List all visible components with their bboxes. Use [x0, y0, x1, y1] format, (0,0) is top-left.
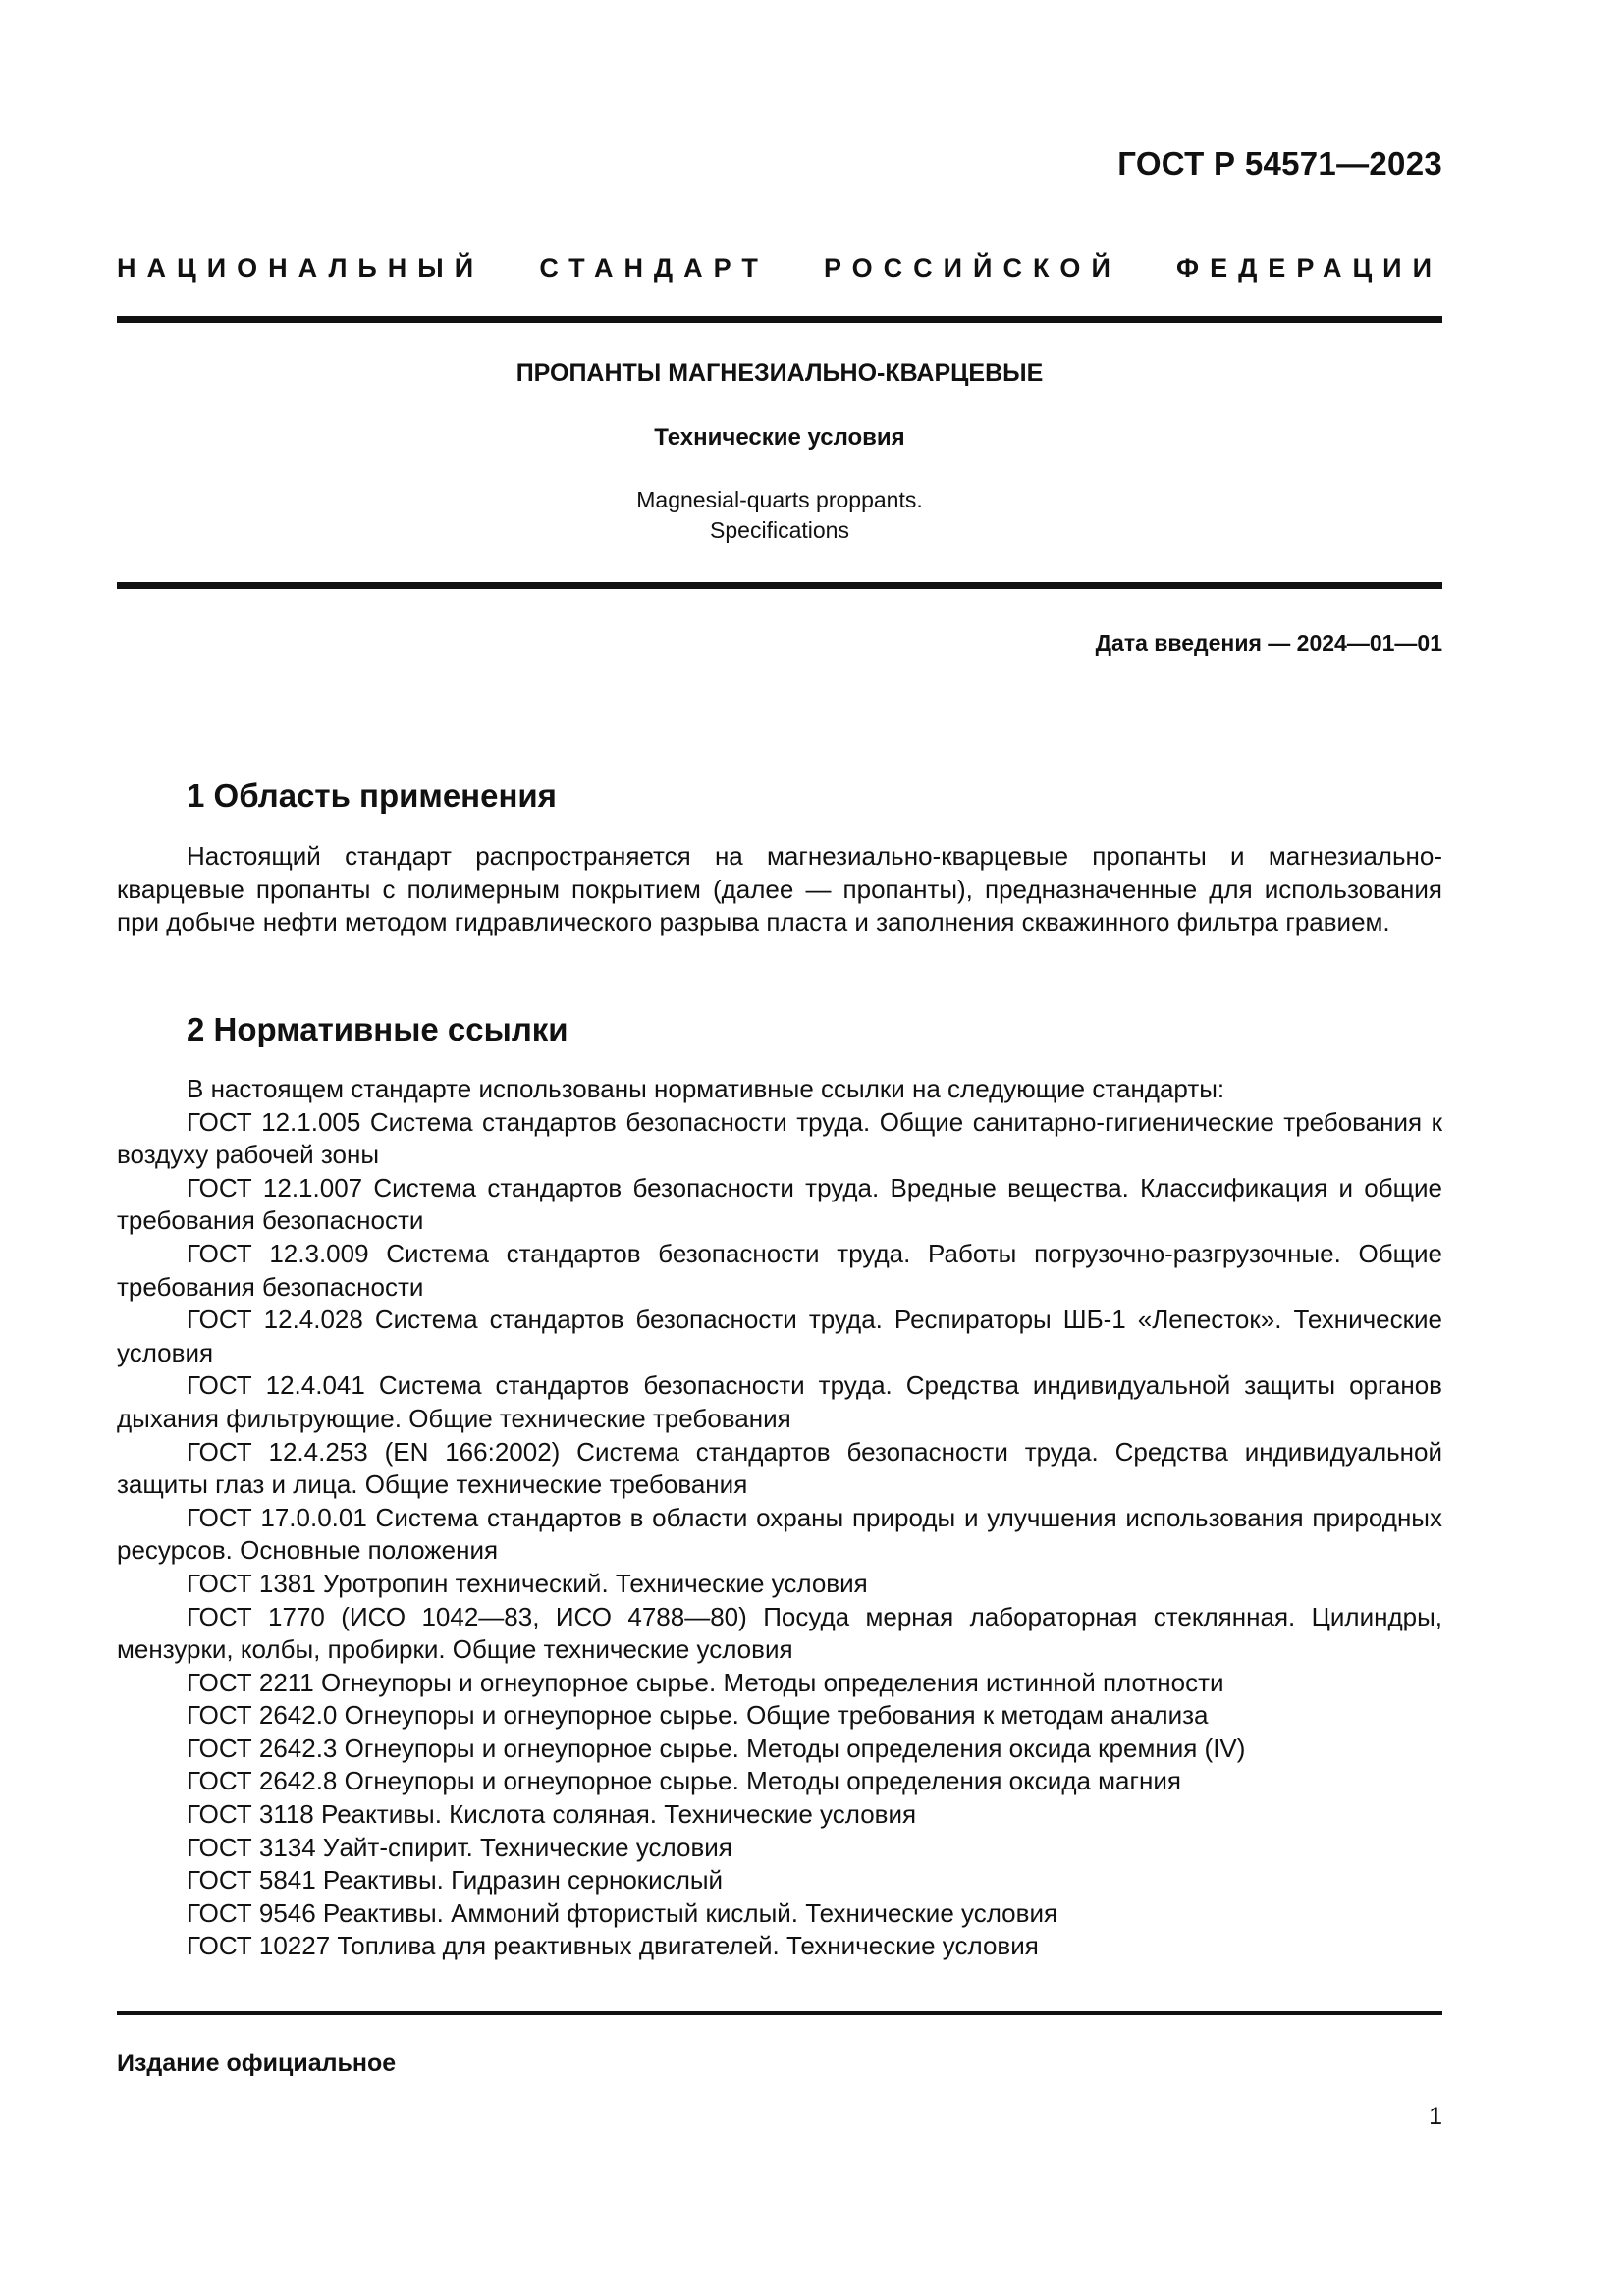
reference-item: ГОСТ 9546 Реактивы. Аммоний фтористый кислый. Технические условия [187, 1897, 1058, 1928]
standard-designation: ГОСТ Р 54571—2023 [1117, 145, 1442, 182]
reference-item: ГОСТ 12.1.005 Система стандартов безопасности труда. Общие санитарно-гигиенические требования к воздуху рабочей зоны [117, 1106, 1442, 1170]
national-standard-banner: НАЦИОНАЛЬНЫЙ СТАНДАРТ РОССИЙСКОЙ ФЕДЕРАЦИИ [117, 253, 1442, 283]
reference-item: ГОСТ 5841 Реактивы. Гидразин сернокислый [187, 1865, 724, 1896]
section-1-heading: 1 Область применения [187, 777, 557, 814]
reference-item: ГОСТ 2211 Огнеупоры и огнеупорное сырье. Методы определения истинной плотности [187, 1667, 1224, 1697]
document-subtitle: Технические условия [654, 424, 905, 451]
top-rule [117, 316, 1442, 323]
normative-references-list [117, 1073, 1442, 1963]
page-number: 1 [1429, 2103, 1442, 2130]
reference-item: ГОСТ 12.1.007 Система стандартов безопасности труда. Вредные вещества. Классификация и общие требования безопасности [117, 1172, 1442, 1236]
reference-item: ГОСТ 12.4.028 Система стандартов безопасности труда. Респираторы ШБ-1 «Лепесток». Технические условия [117, 1305, 1442, 1367]
document-title: ПРОПАНТЫ МАГНЕЗИАЛЬНО-КВАРЦЕВЫЕ [515, 359, 1044, 387]
edition-label: Издание официальное [117, 2050, 397, 2077]
reference-item: ГОСТ 2642.8 Огнеупоры и огнеупорное сырье. Методы определения оксида магния [187, 1766, 1181, 1796]
title-bottom-rule [117, 582, 1442, 589]
reference-item: ГОСТ 3134 Уайт-спирит. Технические условия [187, 1832, 732, 1862]
introduction-date: Дата введения — 2024—01—01 [1095, 630, 1442, 656]
references-lead: В настоящем стандарте использованы нормативные ссылки на следующие стандарты: [187, 1074, 1225, 1103]
section-2-heading: 2 Нормативные ссылки [187, 1011, 568, 1047]
reference-item: ГОСТ 1770 (ИСО 1042—83, ИСО 4788—80) Посуда мерная лабораторная стеклянная. Цилиндры, мензурки, колбы, пробирки. Общие технические условия [117, 1601, 1442, 1665]
reference-item: ГОСТ 12.4.041 Система стандартов безопасности труда. Средства индивидуальной защиты органов дыхания фильтрующие. Общие технические требования [117, 1370, 1442, 1433]
reference-item: ГОСТ 2642.3 Огнеупоры и огнеупорное сырье. Методы определения оксида кремния (IV) [187, 1733, 1246, 1763]
english-title-line-2: Specifications [710, 517, 849, 543]
section-1-body [117, 840, 1442, 939]
reference-item: ГОСТ 10227 Топлива для реактивных двигателей. Технические условия [187, 1931, 1039, 1961]
reference-item: ГОСТ 2642.0 Огнеупоры и огнеупорное сырье. Общие требования к методам анализа [187, 1700, 1209, 1731]
reference-item: ГОСТ 3118 Реактивы. Кислота соляная. Технические условия [187, 1799, 917, 1830]
reference-item: ГОСТ 12.3.009 Система стандартов безопасности труда. Работы погрузочно-разгрузочные. Общие требования безопасности [117, 1238, 1442, 1302]
reference-item: ГОСТ 1381 Уротропин технический. Технические условия [187, 1568, 868, 1598]
section-1-paragraph: Настоящий стандарт распространяется на магнезиально-кварцевые пропанты и магнезиально-кварцевые пропанты с полимерным покрытием (далее — пропанты), предназначенные для использования при добыче нефти методом гидравлического разрыва пласта и заполнения скважинного фильтра гравием. [117, 841, 1442, 937]
english-title [117, 485, 1442, 546]
footer-rule [117, 2011, 1442, 2015]
reference-item: ГОСТ 17.0.0.01 Система стандартов в области охраны природы и улучшения использования природных ресурсов. Основные положения [117, 1502, 1442, 1566]
english-title-line-1: Magnesial-quarts proppants. [636, 487, 923, 512]
reference-item: ГОСТ 12.4.253 (EN 166:2002) Система стандартов безопасности труда. Средства индивидуальной защиты глаз и лица. Общие технические требования [117, 1436, 1442, 1500]
